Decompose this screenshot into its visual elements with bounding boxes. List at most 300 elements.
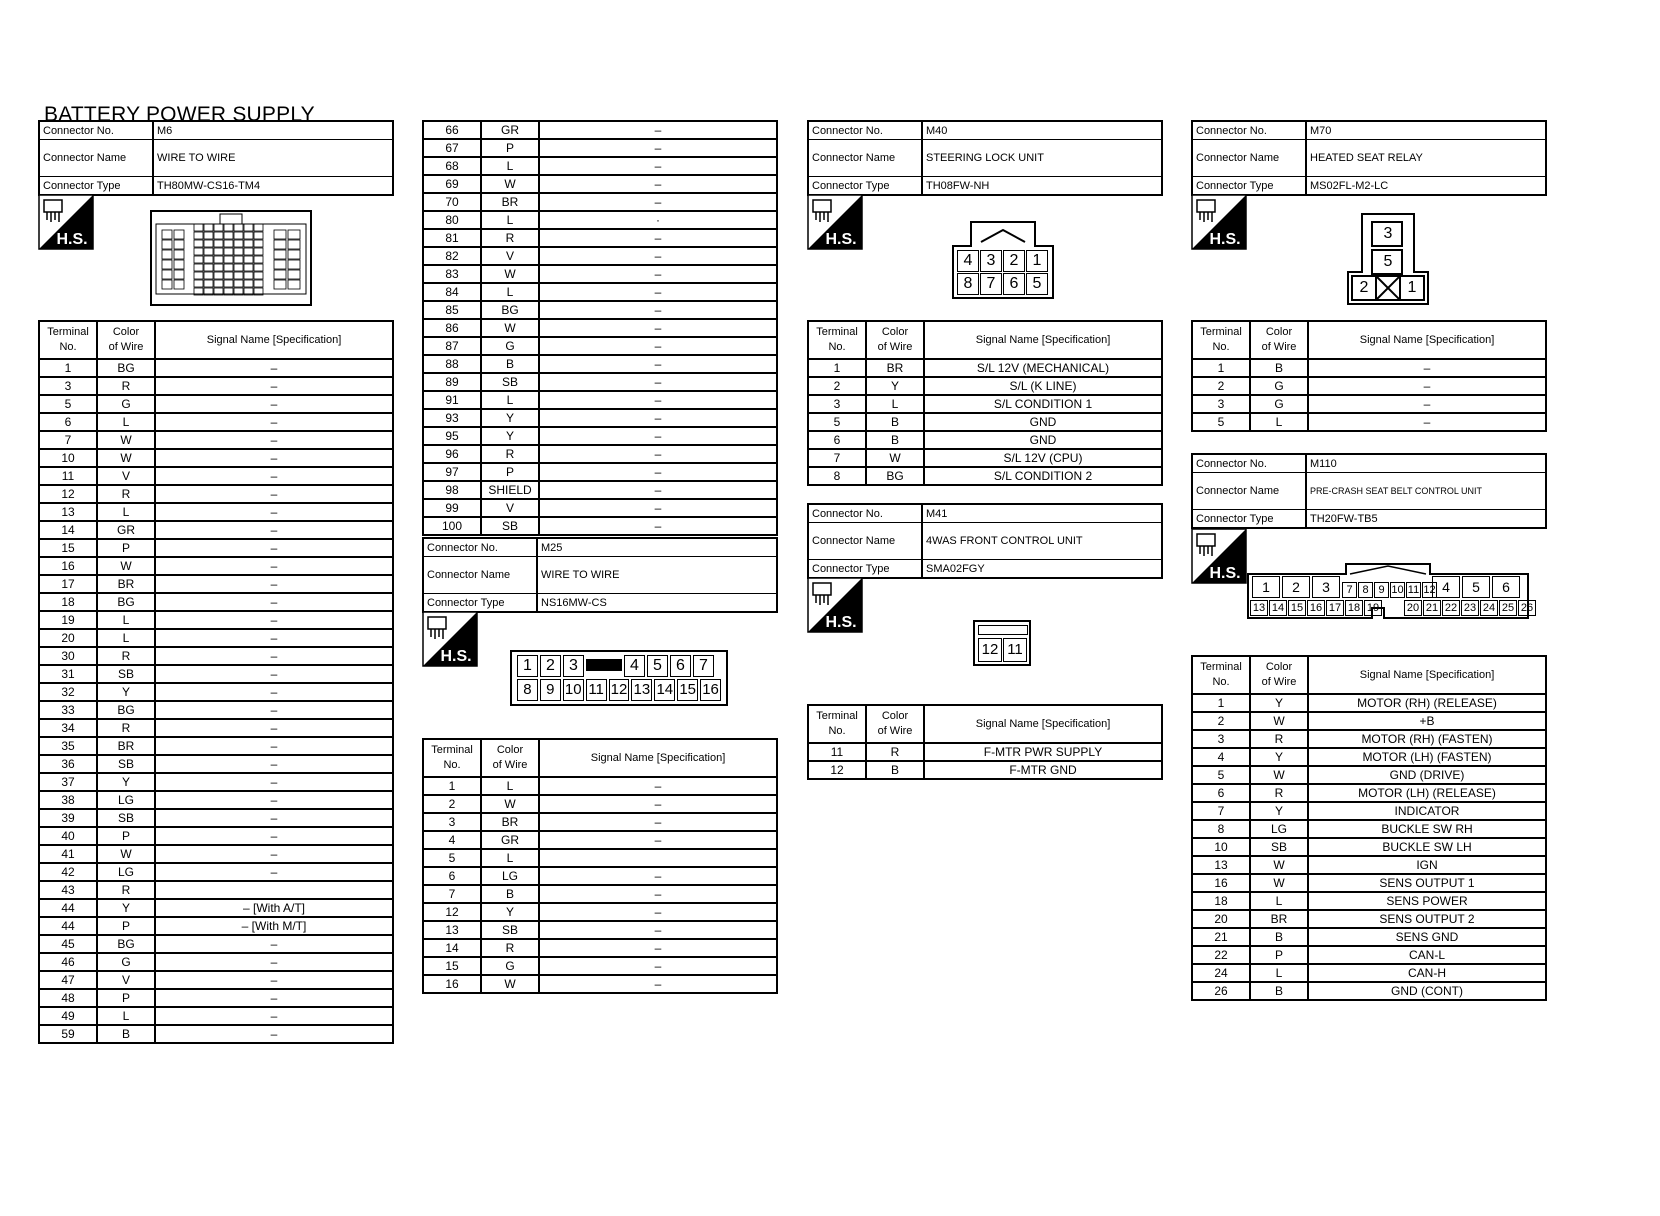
terminal-cell: 13 [423, 921, 481, 939]
terminal-cell: 6 [39, 413, 97, 431]
table-row [39, 503, 393, 521]
table-row [423, 813, 777, 831]
signal-cell: – [155, 827, 393, 845]
terminal-cell: 6 [808, 431, 866, 449]
color-cell: BR [481, 193, 539, 211]
terminal-cell: 85 [423, 301, 481, 319]
table-row [423, 193, 777, 211]
table-row [423, 957, 777, 975]
signal-cell: – [539, 517, 777, 535]
terminal-cell: 6 [1192, 784, 1250, 802]
color-cell: G [481, 337, 539, 355]
table-row [1192, 838, 1546, 856]
signal-cell: – [155, 809, 393, 827]
connector-name-value: 4WAS FRONT CONTROL UNIT [922, 523, 1162, 560]
pin-label: 26 [1518, 600, 1536, 616]
terminal-cell: 99 [423, 499, 481, 517]
connector-no-label: Connector No. [39, 121, 153, 140]
table-row [423, 795, 777, 813]
color-cell: V [97, 467, 155, 485]
terminal-cell: 46 [39, 953, 97, 971]
connector-no-value: M41 [922, 504, 1162, 523]
terminal-cell: 7 [808, 449, 866, 467]
color-cell: R [97, 719, 155, 737]
color-cell: B [1250, 928, 1308, 946]
signal-cell: – [1308, 359, 1546, 377]
signal-cell: – [539, 975, 777, 993]
color-cell: R [97, 881, 155, 899]
signal-cell: – [539, 373, 777, 391]
color-cell: V [97, 971, 155, 989]
table-row [1192, 413, 1546, 431]
pin-label: 3 [1312, 576, 1340, 598]
m41-info [807, 503, 1163, 579]
color-cell: R [97, 647, 155, 665]
terminal-cell: 15 [423, 957, 481, 975]
pin-label: 1 [1407, 279, 1417, 296]
table-row [423, 139, 777, 157]
terminal-header: Terminal No. [423, 739, 481, 777]
signal-cell: – [155, 1007, 393, 1025]
color-cell: G [1250, 395, 1308, 413]
table-row [39, 359, 393, 377]
table-row [39, 953, 393, 971]
connector-no-label: Connector No. [1192, 454, 1306, 473]
color-cell: R [866, 743, 924, 761]
hs-label: H.S. [1209, 565, 1241, 582]
signal-cell: S/L CONDITION 1 [924, 395, 1162, 413]
table-row [423, 373, 777, 391]
terminal-cell: 40 [39, 827, 97, 845]
table-row [423, 355, 777, 373]
color-cell: P [97, 827, 155, 845]
table-row [423, 867, 777, 885]
terminal-cell: 5 [1192, 766, 1250, 784]
pin-label: 12 [609, 679, 630, 701]
signal-header: Signal Name [Specification] [924, 321, 1162, 359]
pin-label: 6 [1003, 273, 1025, 295]
terminal-cell: 68 [423, 157, 481, 175]
signal-cell: – [539, 175, 777, 193]
table-row [808, 467, 1162, 485]
pin-label: 10 [1391, 584, 1404, 596]
signal-cell: GND (DRIVE) [1308, 766, 1546, 784]
signal-cell: – [539, 319, 777, 337]
color-cell: L [481, 211, 539, 229]
table-row [1192, 892, 1546, 910]
table-row [1192, 856, 1546, 874]
pin-label: 25 [1499, 600, 1517, 616]
color-cell: BG [97, 593, 155, 611]
terminal-cell: 80 [423, 211, 481, 229]
signal-cell: – [1308, 377, 1546, 395]
pin-label: 21 [1423, 600, 1441, 616]
signal-cell: – [155, 539, 393, 557]
signal-cell: – [155, 629, 393, 647]
connector-type-value: TH08FW-NH [922, 177, 1162, 196]
terminal-cell: 36 [39, 755, 97, 773]
table-row [808, 395, 1162, 413]
connector-type-label: Connector Type [1192, 510, 1306, 529]
connector-name-label: Connector Name [423, 557, 537, 594]
color-header: Color of Wire [866, 321, 924, 359]
connector-type-value: TH20FW-TB5 [1306, 510, 1546, 529]
table-row [423, 975, 777, 993]
terminal-cell: 43 [39, 881, 97, 899]
signal-cell: F-MTR GND [924, 761, 1162, 779]
terminal-cell: 66 [423, 121, 481, 139]
color-cell: R [1250, 784, 1308, 802]
signal-cell: – [539, 139, 777, 157]
pin-label: 8 [1358, 582, 1373, 598]
terminal-cell: 7 [423, 885, 481, 903]
color-cell: W [481, 319, 539, 337]
color-cell: R [481, 445, 539, 463]
color-cell: BG [97, 701, 155, 719]
table-row [808, 449, 1162, 467]
signal-cell: – [155, 683, 393, 701]
signal-cell: – [155, 737, 393, 755]
table-row [39, 827, 393, 845]
signal-cell: – [1308, 395, 1546, 413]
signal-cell: – [155, 953, 393, 971]
color-cell: L [97, 1007, 155, 1025]
signal-cell: – [155, 701, 393, 719]
table-row [39, 665, 393, 683]
table-row [39, 539, 393, 557]
color-cell: Y [97, 773, 155, 791]
connector-type-value: MS02FL-M2-LC [1306, 177, 1546, 196]
signal-cell: – [With M/T] [155, 917, 393, 935]
pin-label: 11 [586, 679, 607, 701]
terminal-cell: 88 [423, 355, 481, 373]
color-cell: BR [97, 737, 155, 755]
color-cell: B [97, 1025, 155, 1043]
color-cell: G [97, 953, 155, 971]
signal-cell: – [539, 121, 777, 139]
signal-cell: – [539, 463, 777, 481]
connector-name-label: Connector Name [808, 140, 922, 177]
m40-info [807, 120, 1163, 196]
m25-connector-diagram [510, 650, 728, 706]
connector-name-label: Connector Name [39, 140, 153, 177]
color-cell: L [481, 777, 539, 795]
signal-cell: – [539, 247, 777, 265]
terminal-cell: 16 [1192, 874, 1250, 892]
color-cell: L [1250, 892, 1308, 910]
signal-cell: – [155, 557, 393, 575]
color-cell: BG [97, 359, 155, 377]
color-cell: P [481, 139, 539, 157]
pin-label: 15 [677, 679, 698, 701]
terminal-cell: 8 [808, 467, 866, 485]
signal-cell: – [155, 773, 393, 791]
terminal-cell: 22 [1192, 946, 1250, 964]
signal-cell: – [155, 359, 393, 377]
hs-icon [807, 194, 863, 250]
connector-no-label: Connector No. [1192, 121, 1306, 140]
color-cell: LG [97, 863, 155, 881]
signal-header: Signal Name [Specification] [924, 705, 1162, 743]
terminal-cell: 95 [423, 427, 481, 445]
table-row [39, 467, 393, 485]
color-cell: W [1250, 766, 1308, 784]
color-cell: Y [481, 903, 539, 921]
table-row [39, 791, 393, 809]
m41-connector-diagram [973, 620, 1031, 666]
table-row [808, 359, 1162, 377]
connector-type-value: SMA02FGY [922, 560, 1162, 579]
terminal-cell: 96 [423, 445, 481, 463]
signal-cell: – [539, 229, 777, 247]
signal-cell: F-MTR PWR SUPPLY [924, 743, 1162, 761]
m6-connector-diagram [150, 210, 312, 306]
table-row [39, 737, 393, 755]
terminal-cell: 3 [808, 395, 866, 413]
connector-name-value: STEERING LOCK UNIT [922, 140, 1162, 177]
signal-cell: – [155, 665, 393, 683]
signal-cell: – [539, 301, 777, 319]
table-row [39, 629, 393, 647]
terminal-cell: 13 [39, 503, 97, 521]
signal-cell: – [155, 431, 393, 449]
table-row [39, 935, 393, 953]
terminal-cell: 33 [39, 701, 97, 719]
signal-cell: CAN-H [1308, 964, 1546, 982]
color-cell: G [481, 957, 539, 975]
table-row [808, 377, 1162, 395]
terminal-cell: 59 [39, 1025, 97, 1043]
signal-cell: – [539, 391, 777, 409]
connector-no-label: Connector No. [423, 538, 537, 557]
color-cell: BG [481, 301, 539, 319]
color-header: Color of Wire [481, 739, 539, 777]
connector-type-label: Connector Type [423, 594, 537, 613]
pin-label: 20 [1404, 600, 1422, 616]
color-cell: SB [97, 809, 155, 827]
color-cell: P [97, 917, 155, 935]
color-header: Color of Wire [1250, 321, 1308, 359]
pin-label: 1 [1252, 576, 1280, 598]
connector-no-value: M70 [1306, 121, 1546, 140]
table-row [1192, 784, 1546, 802]
pin-label: 4 [957, 250, 979, 272]
pin-label: 19 [1364, 600, 1382, 616]
table-row [39, 413, 393, 431]
terminal-cell: 5 [1192, 413, 1250, 431]
signal-cell: MOTOR (LH) (FASTEN) [1308, 748, 1546, 766]
table-row [39, 845, 393, 863]
pin-label: 22 [1442, 600, 1460, 616]
color-cell: R [97, 485, 155, 503]
color-cell: SB [481, 517, 539, 535]
pin-label: 15 [1288, 600, 1306, 616]
signal-cell: – [539, 867, 777, 885]
signal-cell: GND [924, 413, 1162, 431]
m70-info [1191, 120, 1547, 196]
signal-cell: – [539, 283, 777, 301]
table-row [1192, 820, 1546, 838]
terminal-cell: 15 [39, 539, 97, 557]
signal-cell: – [155, 845, 393, 863]
color-cell: G [1250, 377, 1308, 395]
signal-cell: – [539, 813, 777, 831]
connector-type-value: TH80MW-CS16-TM4 [153, 177, 393, 196]
table-row [808, 413, 1162, 431]
pin-label: 5 [1462, 576, 1490, 598]
color-cell: LG [1250, 820, 1308, 838]
hs-label: H.S. [825, 614, 857, 631]
signal-cell: – [With A/T] [155, 899, 393, 917]
signal-cell: – [539, 831, 777, 849]
terminal-cell: 42 [39, 863, 97, 881]
table-row [423, 517, 777, 535]
terminal-cell: 70 [423, 193, 481, 211]
terminal-cell: 47 [39, 971, 97, 989]
table-row [1192, 395, 1546, 413]
signal-cell: – [155, 449, 393, 467]
signal-header: Signal Name [Specification] [155, 321, 393, 359]
signal-header: Signal Name [Specification] [1308, 656, 1546, 694]
pin-label: 17 [1326, 600, 1344, 616]
signal-cell: – [539, 157, 777, 175]
terminal-header: Terminal No. [808, 705, 866, 743]
pin-label: 6 [1492, 576, 1520, 598]
table-row [39, 521, 393, 539]
blanked-cavity [586, 659, 622, 671]
color-cell: V [481, 247, 539, 265]
connector-name-label: Connector Name [808, 523, 922, 560]
table-row [808, 761, 1162, 779]
color-cell: V [481, 499, 539, 517]
pin-label: 9 [540, 679, 561, 701]
table-row [39, 683, 393, 701]
hs-icon [422, 611, 478, 667]
table-row [39, 485, 393, 503]
terminal-cell: 83 [423, 265, 481, 283]
signal-cell: – [539, 355, 777, 373]
table-row [1192, 377, 1546, 395]
color-cell: L [1250, 413, 1308, 431]
color-cell: L [481, 283, 539, 301]
table-row [39, 989, 393, 1007]
signal-cell: S/L 12V (MECHANICAL) [924, 359, 1162, 377]
pin-label: 7 [693, 655, 714, 677]
table-row [423, 247, 777, 265]
signal-cell: – [539, 337, 777, 355]
color-cell: P [1250, 946, 1308, 964]
terminal-cell: 2 [1192, 712, 1250, 730]
table-row [423, 885, 777, 903]
pin-label: 5 [1026, 273, 1048, 295]
terminal-cell: 35 [39, 737, 97, 755]
table-row [39, 593, 393, 611]
connector-no-label: Connector No. [808, 121, 922, 140]
signal-cell: – [539, 939, 777, 957]
table-row [1192, 359, 1546, 377]
table-row [423, 463, 777, 481]
signal-header: Signal Name [Specification] [1308, 321, 1546, 359]
signal-cell: S/L 12V (CPU) [924, 449, 1162, 467]
signal-cell: – [155, 755, 393, 773]
color-cell: Y [866, 377, 924, 395]
terminal-cell: 44 [39, 917, 97, 935]
terminal-cell: 16 [423, 975, 481, 993]
color-cell: R [1250, 730, 1308, 748]
signal-cell [155, 881, 393, 899]
color-cell: BR [97, 575, 155, 593]
table-row [1192, 730, 1546, 748]
connector-type-label: Connector Type [808, 560, 922, 579]
signal-cell: BUCKLE SW RH [1308, 820, 1546, 838]
terminal-header: Terminal No. [808, 321, 866, 359]
color-cell: B [866, 413, 924, 431]
table-row [423, 265, 777, 283]
pin-label: 16 [1307, 600, 1325, 616]
table-row [39, 755, 393, 773]
pin-label: 5 [647, 655, 668, 677]
connector-type-value: NS16MW-CS [537, 594, 777, 613]
pin-label: 11 [1407, 584, 1420, 596]
table-row [1192, 946, 1546, 964]
m6-pin-table-cont [422, 120, 778, 536]
m110-pin-table [1191, 655, 1547, 1001]
connector-type-label: Connector Type [808, 177, 922, 196]
m6-info [38, 120, 394, 196]
signal-cell: – [155, 377, 393, 395]
terminal-cell: 5 [39, 395, 97, 413]
terminal-cell: 12 [423, 903, 481, 921]
color-header: Color of Wire [1250, 656, 1308, 694]
connector-no-value: M110 [1306, 454, 1546, 473]
color-cell: Y [1250, 802, 1308, 820]
pin-label: 12 [1423, 584, 1436, 596]
hs-label: H.S. [56, 231, 88, 248]
terminal-cell: 6 [423, 867, 481, 885]
pin-label: 3 [980, 250, 1002, 272]
table-row [39, 431, 393, 449]
color-cell: Y [97, 899, 155, 917]
color-cell: L [481, 391, 539, 409]
color-cell: P [481, 463, 539, 481]
color-cell: L [481, 157, 539, 175]
color-cell: W [866, 449, 924, 467]
table-row [423, 283, 777, 301]
table-row [1192, 802, 1546, 820]
color-cell: BR [481, 813, 539, 831]
terminal-cell: 14 [39, 521, 97, 539]
signal-cell: – [539, 193, 777, 211]
signal-cell: BUCKLE SW LH [1308, 838, 1546, 856]
signal-cell: SENS POWER [1308, 892, 1546, 910]
terminal-cell: 91 [423, 391, 481, 409]
terminal-cell: 97 [423, 463, 481, 481]
table-row [39, 863, 393, 881]
table-row [423, 481, 777, 499]
signal-cell: SENS GND [1308, 928, 1546, 946]
table-row [423, 391, 777, 409]
signal-cell: GND (CONT) [1308, 982, 1546, 1000]
table-row [39, 1007, 393, 1025]
table-row [808, 431, 1162, 449]
pin-label: 16 [700, 679, 721, 701]
color-cell: L [97, 503, 155, 521]
pin-label: 8 [957, 273, 979, 295]
pin-label: 14 [654, 679, 675, 701]
color-cell: L [97, 611, 155, 629]
terminal-cell: 39 [39, 809, 97, 827]
terminal-cell: 24 [1192, 964, 1250, 982]
